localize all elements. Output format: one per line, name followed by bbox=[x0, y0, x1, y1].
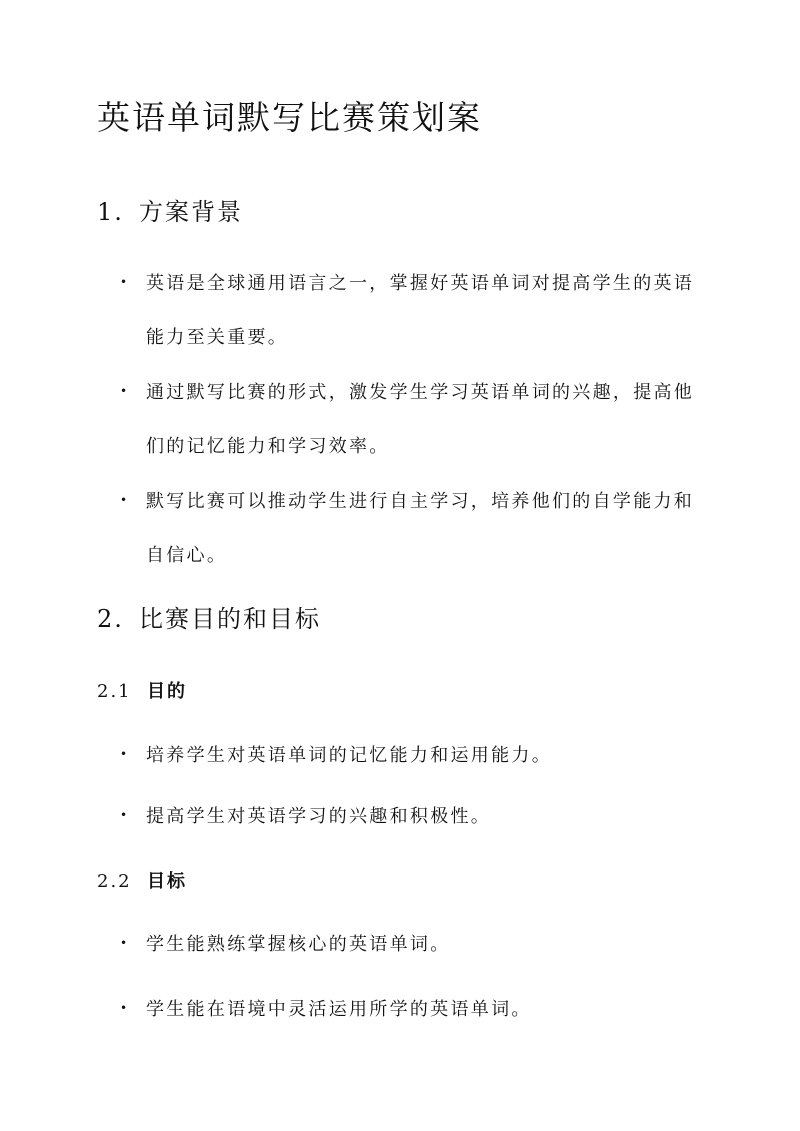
subsection-number: 2.1 bbox=[97, 681, 132, 702]
subsection-title: 目的 bbox=[147, 681, 187, 702]
bullet-icon: • bbox=[120, 747, 130, 761]
bullet-icon: • bbox=[120, 936, 130, 950]
section-title: 比赛目的和目标 bbox=[139, 605, 321, 633]
bullet-icon: • bbox=[120, 1001, 130, 1015]
list-item-text: 英语是全球通用语言之一，掌握好英语单词对提高学生的英语能力至关重要。 bbox=[146, 273, 695, 348]
section-heading-2 bbox=[97, 603, 321, 635]
page-title: 英语单词默写比赛策划案 bbox=[97, 98, 482, 137]
list-item-text: 通过默写比赛的形式，激发学生学习英语单词的兴趣，提高他们的记忆能力和学习效率。 bbox=[146, 382, 695, 457]
list-item bbox=[120, 257, 700, 365]
subsection-heading-2-1 bbox=[97, 679, 187, 705]
list-item bbox=[120, 790, 700, 844]
list-item bbox=[120, 918, 700, 972]
bullet-icon: • bbox=[120, 384, 130, 398]
bullet-icon: • bbox=[120, 493, 130, 507]
bullet-icon: • bbox=[120, 275, 130, 289]
list-item-text: 学生能在语境中灵活运用所学的英语单词。 bbox=[146, 999, 532, 1020]
section-number: 1. bbox=[97, 198, 124, 226]
bullet-icon: • bbox=[120, 808, 130, 822]
list-item-text: 提高学生对英语学习的兴趣和积极性。 bbox=[146, 806, 492, 827]
list-item bbox=[120, 366, 700, 474]
list-item bbox=[120, 983, 700, 1037]
section-heading-1 bbox=[97, 196, 243, 228]
subsection-number: 2.2 bbox=[97, 871, 132, 892]
list-item-text: 默写比赛可以推动学生进行自主学习，培养他们的自学能力和自信心。 bbox=[146, 491, 695, 566]
list-item bbox=[120, 475, 700, 583]
section-number: 2. bbox=[97, 605, 124, 633]
subsection-heading-2-2 bbox=[97, 869, 187, 895]
list-item bbox=[120, 729, 700, 783]
list-item-text: 学生能熟练掌握核心的英语单词。 bbox=[146, 934, 451, 955]
subsection-title: 目标 bbox=[147, 871, 187, 892]
section-title: 方案背景 bbox=[139, 198, 243, 226]
list-item-text: 培养学生对英语单词的记忆能力和运用能力。 bbox=[146, 745, 552, 766]
